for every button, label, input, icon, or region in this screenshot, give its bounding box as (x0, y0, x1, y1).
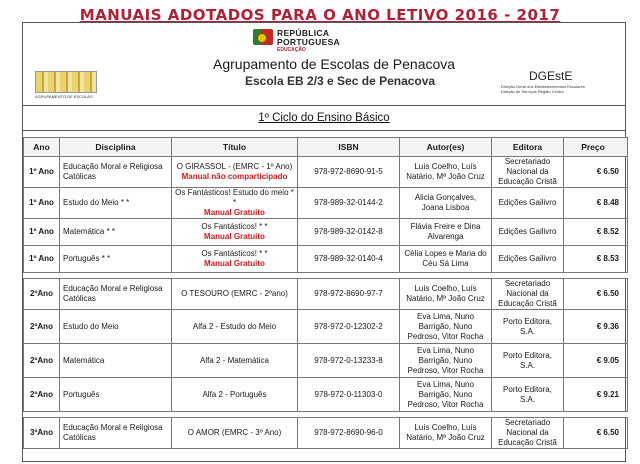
col-header-disciplina: Disciplina (60, 138, 172, 157)
cell-ano: 3ºAno (24, 418, 60, 449)
cell-autores: Eva Lima, Nuno Barrigão, Nuno Pedroso, Vitor Rocha (400, 344, 492, 378)
manual-note: Manual Gratuito (204, 232, 265, 241)
cell-editora: Secretariado Nacional da Educação Cristã (492, 157, 564, 188)
cell-ano: 2ºAno (24, 310, 60, 344)
col-header-isbn: ISBN (298, 138, 400, 157)
dgeste-subtitle-1: Direção-Geral dos Estabelecimentos Escolares (501, 84, 585, 89)
header-block (23, 23, 625, 101)
col-header-preco: Preço (564, 138, 628, 157)
manual-note: Manual Gratuito (204, 208, 265, 217)
school-logo-caption: AGRUPAMENTO DE ESCOLAS (35, 94, 93, 99)
manual-note: Manual Gratuito (204, 259, 265, 268)
titulo-text: O AMOR (EMRC - 3º Ano) (187, 428, 282, 437)
cell-disciplina: Português * * (60, 246, 172, 273)
cell-isbn: 978-972-8690-91-5 (298, 157, 400, 188)
cell-editora: Edições Gailivro (492, 219, 564, 246)
dgeste-subtitle-2: Direção de Serviços Região Centro (501, 89, 564, 94)
agrupamento-name: Agrupamento de Escolas de Penacova (213, 56, 456, 72)
cell-autores: Luís Coelho, Luís Natário, Mª João Cruz (400, 157, 492, 188)
cell-disciplina: Educação Moral e Religiosa Católicas (60, 279, 172, 310)
cell-editora: Edições Gailivro (492, 188, 564, 219)
table-row (24, 418, 628, 449)
cell-ano: 2ºAno (24, 378, 60, 412)
table-row (24, 246, 628, 273)
cell-preco: € 9.05 (564, 344, 628, 378)
cell-editora: Porto Editora, S.A. (492, 344, 564, 378)
cell-ano: 2ºAno (24, 279, 60, 310)
section-bar (23, 105, 625, 131)
cell-isbn: 978-989-32-0144-2 (298, 188, 400, 219)
cell-autores: Luís Coelho, Luís Natário, Mª João Cruz (400, 418, 492, 449)
titulo-text: Alfa 2 - Matemática (200, 355, 269, 365)
document-frame (22, 22, 626, 462)
titulo-text: Os Fantásticos! * * (201, 249, 268, 258)
cell-disciplina: Estudo do Meio (60, 310, 172, 344)
cell-preco: € 9.36 (564, 310, 628, 344)
table-row (24, 157, 628, 188)
cell-titulo (172, 418, 298, 449)
cell-isbn: 978-989-32-0142-8 (298, 219, 400, 246)
portugal-flag-icon (253, 29, 273, 45)
col-header-editora: Editora (492, 138, 564, 157)
rp-line2: PORTUGUESA (277, 37, 340, 47)
dgeste-logo: DGEstE (529, 69, 573, 83)
school-name: Escola EB 2/3 e Sec de Penacova (245, 74, 436, 88)
cell-preco: € 9.21 (564, 378, 628, 412)
document-title: MANUAIS ADOTADOS PARA O ANO LETIVO 2016 - 2017 (79, 6, 561, 24)
cell-autores: Luís Coelho, Luís Natário, Mª João Cruz (400, 279, 492, 310)
titulo-text: Os Fantásticos! Estudo do meio * * (175, 188, 294, 207)
cell-isbn: 978-972-8690-96-0 (298, 418, 400, 449)
cell-preco: € 6.50 (564, 157, 628, 188)
cell-editora: Edições Gailivro (492, 246, 564, 273)
titulo-text: Os Fantásticos! * * (201, 222, 268, 231)
school-logo-icon (35, 71, 97, 93)
cell-autores: Eva Lima, Nuno Barrigão, Nuno Pedroso, Vitor Rocha (400, 378, 492, 412)
cell-disciplina: Educação Moral e Religiosa Católicas (60, 157, 172, 188)
cell-autores: Eva Lima, Nuno Barrigão, Nuno Pedroso, Vitor Rocha (400, 310, 492, 344)
cell-titulo (172, 279, 298, 310)
cell-editora: Secretariado Nacional da Educação Cristã (492, 418, 564, 449)
titulo-text: O TESOURO (EMRC - 2ºano) (181, 289, 288, 298)
table-row (24, 219, 628, 246)
cell-isbn: 978-972-0-12302-2 (298, 310, 400, 344)
cell-titulo (172, 378, 298, 412)
cell-isbn: 978-972-0-11303-0 (298, 378, 400, 412)
table-row (24, 344, 628, 378)
table-body (24, 157, 628, 449)
cell-titulo (172, 310, 298, 344)
manual-note: Manual não comparticipado (181, 172, 288, 181)
cell-titulo (172, 344, 298, 378)
table-row (24, 378, 628, 412)
cell-ano: 1º Ano (24, 188, 60, 219)
republica-portuguesa-logo (253, 27, 363, 53)
table-row (24, 188, 628, 219)
cell-editora: Secretariado Nacional da Educação Cristã (492, 279, 564, 310)
cell-editora: Porto Editora, S.A. (492, 378, 564, 412)
section-title: 1º Ciclo do Ensino Básico (258, 112, 390, 124)
cell-preco: € 8.48 (564, 188, 628, 219)
cell-isbn: 978-972-0-13233-8 (298, 344, 400, 378)
cell-titulo (172, 157, 298, 188)
rp-line3: EDUCAÇÃO (277, 47, 306, 53)
cell-isbn: 978-989-32-0140-4 (298, 246, 400, 273)
cell-preco: € 6.50 (564, 279, 628, 310)
textbook-table (23, 137, 628, 449)
col-header-ano: Ano (24, 138, 60, 157)
cell-autores: Alicia Gonçalves, Joana Lisboa (400, 188, 492, 219)
cell-titulo (172, 246, 298, 273)
table-header-row (24, 138, 628, 157)
cell-autores: Célia Lopes e Maria do Céu Sá Lima (400, 246, 492, 273)
table-row (24, 310, 628, 344)
cell-disciplina: Português (60, 378, 172, 412)
cell-disciplina: Estudo do Meio * * (60, 188, 172, 219)
cell-preco: € 8.52 (564, 219, 628, 246)
cell-disciplina: Matemática * * (60, 219, 172, 246)
cell-editora: Porto Editora, S.A. (492, 310, 564, 344)
cell-titulo (172, 219, 298, 246)
cell-preco: € 6.50 (564, 418, 628, 449)
table-row (24, 279, 628, 310)
rp-line1: REPÚBLICA (277, 28, 330, 38)
cell-ano: 1º Ano (24, 157, 60, 188)
cell-autores: Flávia Freire e Dina Alvarenga (400, 219, 492, 246)
cell-ano: 2ºAno (24, 344, 60, 378)
cell-titulo (172, 188, 298, 219)
cell-disciplina: Educação Moral e Religiosa Católicas (60, 418, 172, 449)
cell-ano: 1º Ano (24, 246, 60, 273)
cell-ano: 1º Ano (24, 219, 60, 246)
cell-isbn: 978-972-8690-97-7 (298, 279, 400, 310)
cell-disciplina: Matemática (60, 344, 172, 378)
col-header-titulo: Título (172, 138, 298, 157)
col-header-autores: Autor(es) (400, 138, 492, 157)
titulo-text: Alfa 2 - Português (202, 389, 267, 399)
titulo-text: Alfa 2 - Estudo do Meio (192, 321, 277, 331)
cell-preco: € 8.53 (564, 246, 628, 273)
titulo-text: O GIRASSOL - (EMRC - 1º Ano) (176, 162, 293, 171)
